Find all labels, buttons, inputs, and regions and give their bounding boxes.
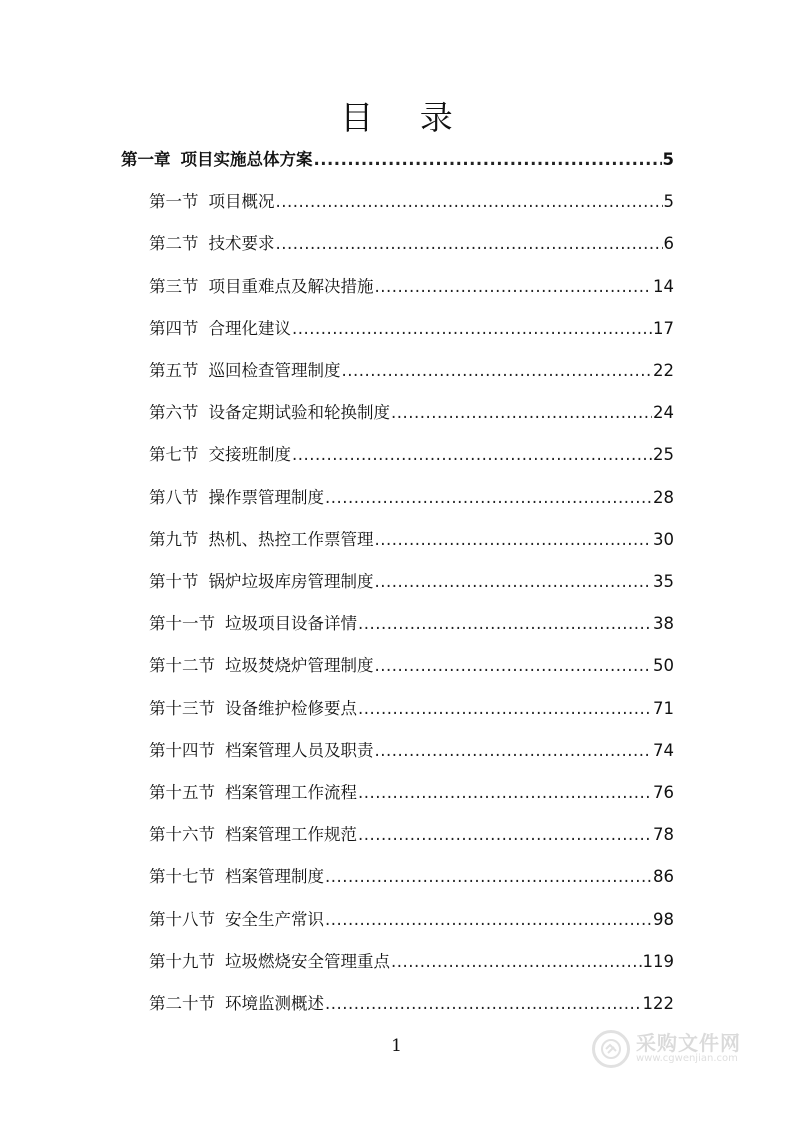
toc-section-entry[interactable] [149, 486, 674, 510]
toc-entry-label: 设备维护检修要点 [225, 698, 357, 718]
toc-entry-number: 第八节 [149, 487, 199, 507]
toc-entry-label: 热机、热控工作票管理 [208, 529, 374, 549]
toc-section-entry[interactable] [149, 443, 674, 467]
toc-entry-label: 巡回检查管理制度 [208, 361, 341, 380]
toc-entry-label: 合理化建议 [208, 318, 291, 338]
toc-leader-dots [358, 781, 652, 805]
toc-page-number: 35 [653, 572, 674, 591]
toc-section-entry[interactable] [149, 697, 674, 721]
toc-page-number: 38 [653, 614, 674, 634]
toc-entry-label: 技术要求 [208, 234, 275, 254]
toc-entry-number: 第二节 [149, 234, 199, 254]
toc-entry-title [121, 148, 313, 172]
toc-section-entry[interactable] [149, 317, 674, 341]
toc-entry-label: 锅炉垃圾库房管理制度 [208, 572, 374, 591]
toc-page-number: 86 [653, 867, 674, 887]
toc-entry-number: 第三节 [149, 276, 199, 296]
toc-section-entry[interactable] [149, 190, 674, 214]
toc-page-number: 76 [653, 783, 674, 802]
toc-entry-number: 第一节 [149, 192, 199, 212]
toc-section-entry[interactable] [149, 528, 674, 552]
toc-entry-title [149, 654, 374, 678]
toc-entry-number: 第六节 [149, 403, 199, 423]
toc-page-number: 98 [653, 909, 674, 929]
toc-section-entry[interactable] [149, 865, 674, 889]
toc-entry-label: 设备定期试验和轮换制度 [208, 403, 390, 423]
toc-leader-dots [358, 612, 652, 636]
toc-page-number: 122 [642, 994, 674, 1013]
toc-entry-number: 第十五节 [149, 783, 215, 802]
toc-entry-title [149, 275, 374, 299]
toc-page-number: 25 [653, 445, 674, 465]
toc-leader-dots [314, 148, 662, 172]
watermark [592, 1024, 792, 1074]
toc-entry-title [149, 528, 374, 552]
toc-entry-number: 第十二节 [149, 656, 215, 676]
toc-entry-label: 环境监测概述 [225, 994, 324, 1013]
toc-leader-dots [325, 865, 652, 889]
toc-entry-title [149, 443, 291, 467]
toc-section-entry[interactable] [149, 612, 674, 636]
toc-page-number: 5 [663, 192, 674, 212]
toc-entry-number: 第九节 [149, 529, 199, 549]
toc-entry-title [149, 823, 357, 847]
watermark-seal-icon [592, 1030, 630, 1068]
toc-entry-label: 项目实施总体方案 [180, 150, 313, 169]
toc-section-entry[interactable] [149, 739, 674, 763]
toc-leader-dots [391, 950, 642, 974]
watermark-url: www.cgwenjian.com [636, 1053, 738, 1065]
toc-page-number: 119 [642, 951, 674, 971]
toc-entry-number: 第十三节 [149, 698, 215, 718]
toc-entry-label: 操作票管理制度 [208, 487, 324, 507]
toc-section-entry[interactable] [149, 570, 674, 594]
toc-leader-dots [375, 570, 653, 594]
toc-entry-number: 第十七节 [149, 867, 215, 887]
toc-entry-title [149, 739, 374, 763]
toc-leader-dots [325, 992, 642, 1016]
toc-section-entry[interactable] [149, 401, 674, 425]
toc-entry-label: 安全生产常识 [225, 909, 324, 929]
toc-entry-number: 第十四节 [149, 740, 215, 760]
toc-entry-label: 档案管理制度 [225, 867, 324, 887]
watermark-name: 采购文件网 [636, 1031, 741, 1056]
toc-entry-label: 垃圾焚烧炉管理制度 [225, 656, 374, 676]
toc-section-entry[interactable] [149, 275, 674, 299]
toc-section-entry[interactable] [149, 654, 674, 678]
toc-entry-title [149, 781, 357, 805]
toc-leader-dots [325, 486, 652, 510]
toc-page-number: 28 [653, 487, 674, 507]
toc-leader-dots [276, 190, 663, 214]
toc-section-entry[interactable] [149, 823, 674, 847]
toc-leader-dots [358, 697, 652, 721]
toc-leader-dots [276, 232, 663, 256]
toc-entry-title [149, 908, 324, 932]
toc-leader-dots [325, 908, 652, 932]
toc-section-entry[interactable] [149, 232, 674, 256]
toc-leader-dots [342, 359, 653, 383]
toc-entry-title [149, 359, 341, 383]
toc-entry-number: 第七节 [149, 445, 199, 465]
toc-page-number: 14 [653, 276, 674, 296]
toc-section-entry[interactable] [149, 950, 674, 974]
toc-entry-title [149, 190, 275, 214]
toc-section-entry[interactable] [149, 359, 674, 383]
toc-leader-dots [375, 654, 653, 678]
toc-entry-title [149, 992, 324, 1016]
toc-page-number: 30 [653, 529, 674, 549]
toc-entry-title [149, 486, 324, 510]
toc-entry-number: 第十九节 [149, 951, 215, 971]
toc-leader-dots [292, 317, 652, 341]
toc-page-number: 78 [653, 825, 674, 845]
toc-entry-title [149, 950, 390, 974]
toc-entry-label: 档案管理工作规范 [225, 825, 357, 845]
toc-chapter-entry[interactable] [121, 148, 674, 172]
toc-leader-dots [292, 443, 652, 467]
toc-entry-number: 第五节 [149, 361, 199, 380]
toc-entry-label: 档案管理人员及职责 [225, 740, 374, 760]
toc-entry-number: 第十节 [149, 572, 199, 591]
toc-entry-number: 第十一节 [149, 614, 215, 634]
toc-entry-title [149, 865, 324, 889]
toc-page-number: 17 [653, 318, 674, 338]
toc-entry-number: 第二十节 [149, 994, 215, 1013]
toc-entry-title [149, 317, 291, 341]
toc-entry-title [149, 612, 357, 636]
toc-section-entry[interactable] [149, 908, 674, 932]
toc-page-number: 50 [653, 656, 674, 676]
toc-leader-dots [375, 739, 653, 763]
page-number: 1 [391, 1036, 402, 1056]
toc-entry-title [149, 232, 275, 256]
toc-page-number: 71 [653, 698, 674, 718]
toc-entry-title [149, 570, 374, 594]
page-title: 目 录 [340, 98, 471, 137]
toc-entry-title [149, 401, 390, 425]
toc-entry-label: 垃圾项目设备详情 [225, 614, 357, 634]
toc-leader-dots [375, 275, 653, 299]
toc-page-number: 6 [663, 234, 674, 254]
toc-entry-label: 垃圾燃烧安全管理重点 [225, 951, 390, 971]
toc-leader-dots [391, 401, 652, 425]
toc-section-entry[interactable] [149, 781, 674, 805]
toc-leader-dots [358, 823, 652, 847]
toc-entry-number: 第十八节 [149, 909, 215, 929]
toc-page-number: 74 [653, 740, 674, 760]
toc-section-entry[interactable] [149, 992, 674, 1016]
toc-page-number: 24 [653, 403, 674, 423]
toc-entry-number: 第四节 [149, 318, 199, 338]
toc-leader-dots [375, 528, 653, 552]
toc-entry-label: 交接班制度 [208, 445, 291, 465]
toc-entry-number: 第十六节 [149, 825, 215, 845]
toc-entry-label: 档案管理工作流程 [225, 783, 357, 802]
toc-entry-label: 项目重难点及解决措施 [208, 276, 374, 296]
toc-page-number: 5 [662, 150, 674, 169]
toc-entry-title [149, 697, 357, 721]
toc-entry-label: 项目概况 [208, 192, 275, 212]
toc-entry-number: 第一章 [121, 150, 171, 169]
toc-page-number: 22 [653, 361, 674, 380]
